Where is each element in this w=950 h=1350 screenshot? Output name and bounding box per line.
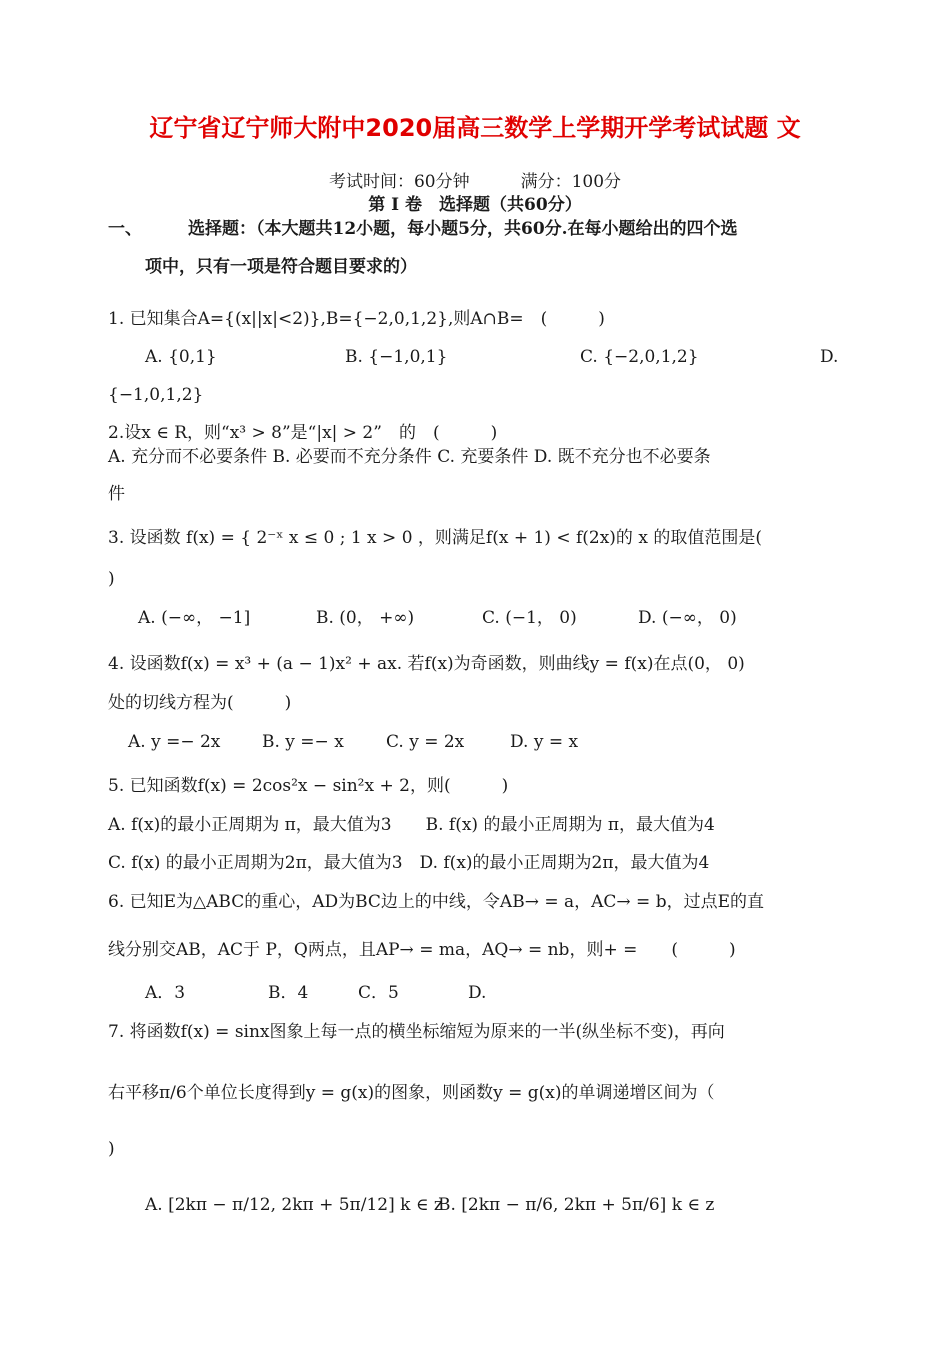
question-5-options-cd: C. f(x) 的最小正周期为2π，最大值为3 D. f(x)的最小正周期为2π，最大值为4 [108,853,710,873]
question-7-option-a: A. [2kπ − π/12, 2kπ + 5π/12] k ∈ z [145,1195,443,1215]
question-6-option-d: D. [468,983,487,1003]
question-1-option-c: C. {−2,0,1,2} [580,347,699,367]
section-instructions-line2: 项中，只有一项是符合题目要求的） [145,257,417,277]
question-5-options-ab: A. f(x)的最小正周期为 π，最大值为3 B. f(x) 的最小正周期为 π，最大值为4 [108,815,715,835]
question-6-stem-wrap: 线分别交AB，AC于 P，Q两点，且AP→ = ma，AQ→ = nb，则+ = ( ) [108,940,736,960]
question-4-option-d: D. y = x [510,732,579,752]
question-3-option-a: A. (−∞， −1] [138,608,251,628]
section-instructions-line1: 选择题：（本大题共12小题，每小题5分，共60分.在每小题给出的四个选 [188,219,738,239]
exam-info: 考试时间：60分钟 满分：100分 [328,172,622,192]
volume-title: 第 I 卷 选择题（共60分） [368,195,582,215]
question-1-option-d-value: {−1,0,1,2} [108,385,204,405]
exam-title: 辽宁省辽宁师大附中2020届高三数学上学期开学考试试题 文 [149,114,801,142]
question-6-option-a: A．3 [145,983,186,1003]
question-1-option-b: B. {−1,0,1} [345,347,448,367]
question-3-option-b: B. (0， +∞) [316,608,415,628]
question-3-stem-wrap: ) [108,569,115,589]
question-7-stem-close: ) [108,1139,115,1159]
question-3-stem: 3. 设函数 f(x) = { 2⁻ˣ x ≤ 0 ; 1 x > 0 ，则满足f(x + 1) < f(2x)的 x 的取值范围是( [108,528,762,548]
question-4-stem: 4. 设函数f(x) = x³ + (a − 1)x² + ax. 若f(x)为奇函数，则曲线y = f(x)在点(0， 0) [108,654,745,674]
question-2-options: A. 充分而不必要条件 B. 必要而不充分条件 C. 充要条件 D. 既不充分也不必要条 [108,447,711,467]
question-1-stem: 1. 已知集合A={(x||x|<2)},B={−2,0,1,2},则A∩B= ( ) [108,309,605,329]
question-7-option-b: B. [2kπ − π/6, 2kπ + 5π/6] k ∈ z [438,1195,715,1215]
section-number: 一、 [108,219,142,239]
question-6-stem: 6. 已知E为△ABC的重心，AD为BC边上的中线，令AB→ = a，AC→ = b，过点E的直 [108,892,764,912]
question-7-stem: 7. 将函数f(x) = sinx图象上每一点的横坐标缩短为原来的一半(纵坐标不变)，再向 [108,1022,725,1042]
question-6-option-c: C．5 [358,983,399,1003]
question-7-stem-wrap: 右平移π/6个单位长度得到y = g(x)的图象，则函数y = g(x)的单调递增区间为（ [108,1083,715,1103]
question-2-options-wrap: 件 [108,484,125,504]
question-5-stem: 5. 已知函数f(x) = 2cos²x − sin²x + 2，则( ) [108,776,509,796]
question-3-option-d: D. (−∞， 0) [638,608,737,628]
question-6-option-b: B．4 [268,983,309,1003]
question-2-stem: 2.设x ∈ R，则“x³ > 8”是“|x| > 2” 的 ( ) [108,423,498,443]
question-4-stem-wrap: 处的切线方程为( ) [108,693,292,713]
question-4-option-a: A. y =− 2x [128,732,221,752]
question-4-option-b: B. y =− x [262,732,344,752]
question-4-option-c: C. y = 2x [386,732,465,752]
question-1-option-a: A. {0,1} [145,347,217,367]
question-3-option-c: C. (−1， 0) [482,608,577,628]
question-1-option-d: D. [820,347,839,367]
